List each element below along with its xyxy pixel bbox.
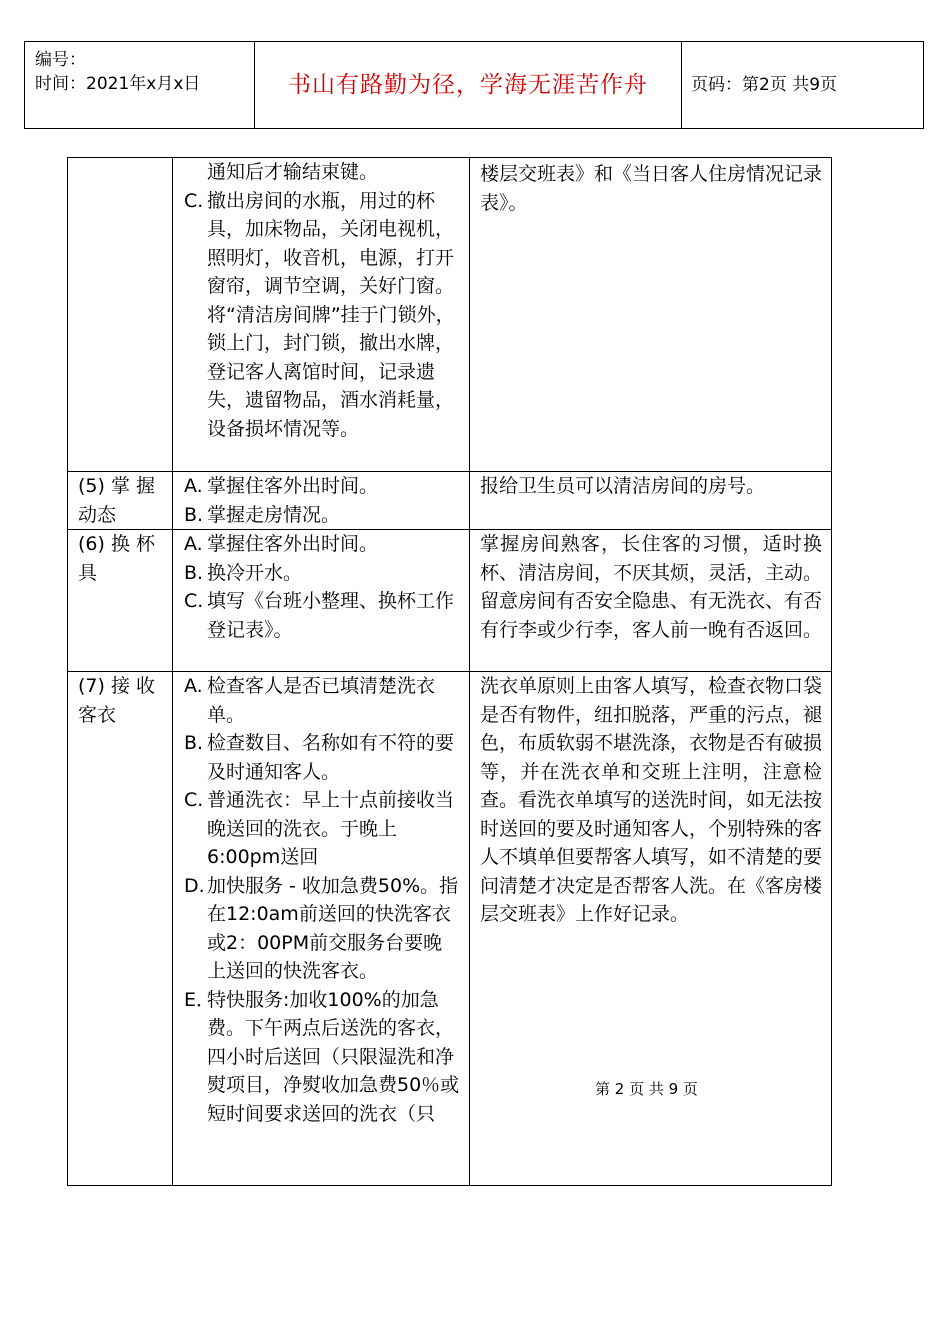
note-cell: 洗衣单原则上由客人填写，检查衣物口袋是否有物件，纽扣脱落，严重的污点，褪色，布质软弱不堪洗涤，衣物是否有破损等，并在洗衣单和交班上注明，注意检查。看洗衣单填写的送洗时间，如无法按时送回的要及时通知客人，个别特殊的客人不填单但要帮客人填写，如不清楚的要问清楚才决定是否帮客人洗。在《客房楼层交班表》上作好记录。: [470, 672, 832, 1186]
motto: 书山有路勤为径，学海无涯苦作舟: [255, 42, 682, 128]
list-item: B. 掌握走房情况。: [184, 503, 341, 526]
list-item: D. 加快服务 - 收加急费50%。指在12:0am前送回的快洗客衣或2：00PM前交服务台要晚上送回的快洗客衣。: [184, 874, 459, 982]
content-cell: [173, 158, 470, 472]
step-cell: [68, 472, 173, 530]
step-cell: [68, 672, 173, 1186]
step-title: (5) 掌 握: [78, 475, 155, 497]
number-label: 编号：: [35, 50, 86, 70]
step-title-cont: 动态: [78, 503, 117, 526]
step-title: (6) 换 杯: [78, 533, 155, 555]
list-item: A. 检查客人是否已填清楚洗衣单。: [184, 675, 436, 726]
list-item: C. 普通洗衣：早上十点前接收当晚送回的洗衣。于晚上6:00pm送回: [184, 789, 455, 868]
page-footer: 第 2 页 共 9 页: [595, 1080, 698, 1098]
list-item: 通知后才输结束键。: [207, 161, 379, 183]
document-header: [24, 41, 924, 129]
list-item: C. 填写《台班小整理、换杯工作登记表》。: [184, 590, 455, 641]
note-cell: 掌握房间熟客，长住客的习惯，适时换杯、清洁房间，不厌其烦，灵活，主动。留意房间有否安全隐患、有无洗衣、有否有行李或少行李，客人前一晚有否返回。: [470, 530, 832, 672]
step-cell: [68, 530, 173, 672]
content-cell: [173, 530, 470, 672]
table-row: [68, 530, 832, 672]
list-item: C. 撤出房间的水瓶，用过的杯具，加床物品，关闭电视机，照明灯，收音机，电源，打开窗帘，调节空调，关好门窗。将“清洁房间牌”挂于门锁外，锁上门，封门锁，撤出水牌，登记客人离馆时间，记录遗失，遗留物品，酒水消耗量，设备损坏情况等。: [184, 189, 455, 440]
list-item: B. 检查数目、名称如有不符的要及时通知客人。: [184, 732, 455, 783]
table-row: [68, 672, 832, 1186]
time-label: 时间：2021年x月x日: [35, 74, 201, 94]
list-item: A. 掌握住客外出时间。: [184, 475, 379, 497]
list-item: B. 换冷开水。: [184, 561, 303, 584]
step-title-cont: 客衣: [78, 703, 117, 726]
content-cell: [173, 672, 470, 1186]
step-cell: [68, 158, 173, 472]
note-cell: 楼层交班表》和《当日客人住房情况记录表》。: [470, 158, 832, 472]
page-label: 页码：第2页 共9页: [691, 75, 838, 95]
table-row: [68, 158, 832, 472]
step-title-cont: 具: [78, 561, 98, 584]
note-cell: 报给卫生员可以清洁房间的房号。: [470, 472, 832, 530]
content-cell: [173, 472, 470, 530]
procedure-table: [67, 157, 832, 1186]
step-title: (7) 接 收: [78, 675, 155, 697]
header-meta: [25, 42, 255, 128]
list-item: E． 特快服务:加收100%的加急费。下午两点后送洗的客衣，四小时后送回（只限湿洗和净熨项目，净熨收加急费50％或短时间要求送回的洗衣（只: [184, 988, 460, 1125]
table-row: [68, 472, 832, 530]
list-item: A. 掌握住客外出时间。: [184, 533, 379, 555]
